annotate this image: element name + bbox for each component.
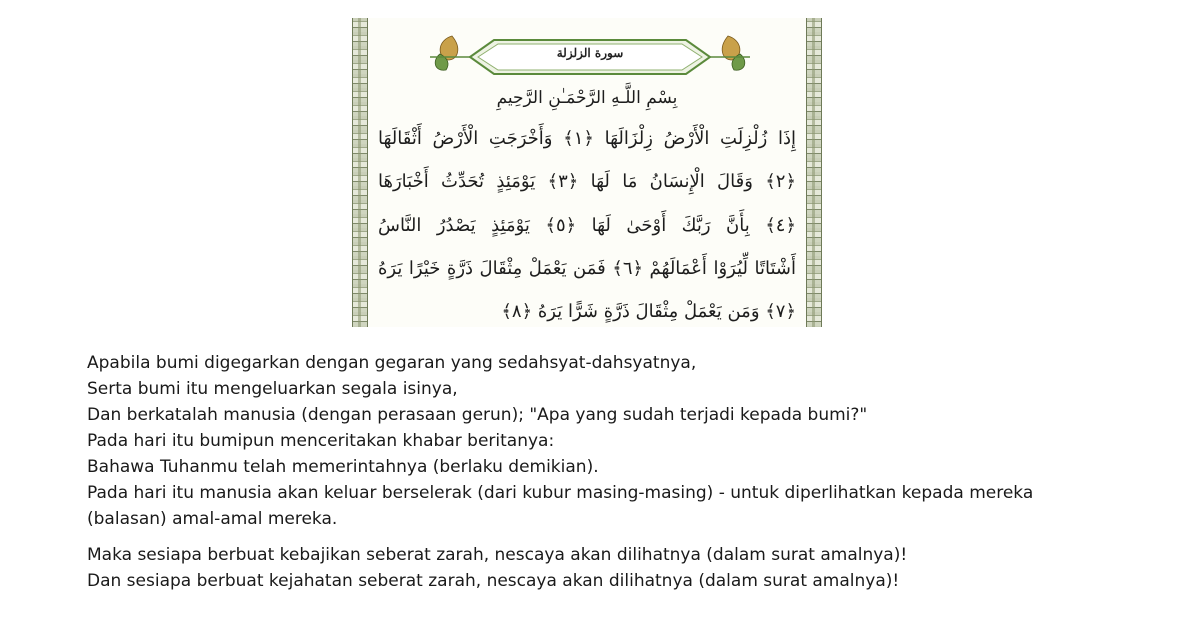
- translation-verse-3: Dan berkatalah manusia (dengan perasaan gerun); "Apa yang sudah terjadi kepada bumi?": [87, 405, 868, 425]
- translation-verse-4: Pada hari itu bumipun menceritakan khabar beritanya:: [87, 431, 555, 451]
- translation-verse-6: Pada hari itu manusia akan keluar berselerak (dari kubur masing-masing) - untuk diperlihatkan kepada mereka (balasan) amal-amal mereka.: [87, 483, 1034, 529]
- surah-title: سورة الزلزلة: [556, 46, 624, 60]
- surah-title-frame: [430, 30, 750, 84]
- translation-verse-7: Maka sesiapa berbuat kebajikan seberat zarah, nescaya akan dilihatnya (dalam surat amalnya)!: [87, 545, 908, 565]
- translation-verse-1: Apabila bumi digegarkan dengan gegaran yang sedahsyat-dahsyatnya,: [87, 353, 697, 373]
- basmala: بِسْمِ اللَّـهِ الرَّحْمَـٰنِ الرَّحِيمِ: [496, 88, 678, 108]
- translation-verse-2: Serta bumi itu mengeluarkan segala isinya,: [87, 379, 458, 399]
- mushaf-page: [352, 18, 822, 327]
- left-border-pillar: [352, 18, 368, 327]
- verse-line-2: ﴿٢﴾ وَقَالَ الْإِنسَانُ مَا لَهَا ﴿٣﴾ يَوْمَئِذٍ تُحَدِّثُ أَخْبَارَهَا: [378, 171, 796, 192]
- translation-verse-8: Dan sesiapa berbuat kejahatan seberat zarah, nescaya akan dilihatnya (dalam surat amalnya)!: [87, 571, 900, 591]
- verse-line-4: أَشْتَاتًا لِّيُرَوْا أَعْمَالَهُمْ ﴿٦﴾ فَمَن يَعْمَلْ مِثْقَالَ ذَرَّةٍ خَيْرًا يَرَهُ: [378, 258, 796, 279]
- translation-block: [87, 350, 1167, 594]
- verse-line-5: ﴿٧﴾ وَمَن يَعْمَلْ مِثْقَالَ ذَرَّةٍ شَرًّا يَرَهُ ﴿٨﴾: [501, 301, 796, 322]
- verse-line-1: إِذَا زُلْزِلَتِ الْأَرْضُ زِلْزَالَهَا ﴿١﴾ وَأَخْرَجَتِ الْأَرْضُ أَثْقَالَهَا: [378, 128, 796, 149]
- verse-line-3: ﴿٤﴾ بِأَنَّ رَبَّكَ أَوْحَىٰ لَهَا ﴿٥﴾ يَوْمَئِذٍ يَصْدُرُ النَّاسُ: [378, 215, 796, 236]
- translation-verse-5: Bahawa Tuhanmu telah memerintahnya (berlaku demikian).: [87, 457, 599, 477]
- right-border-pillar: [806, 18, 822, 327]
